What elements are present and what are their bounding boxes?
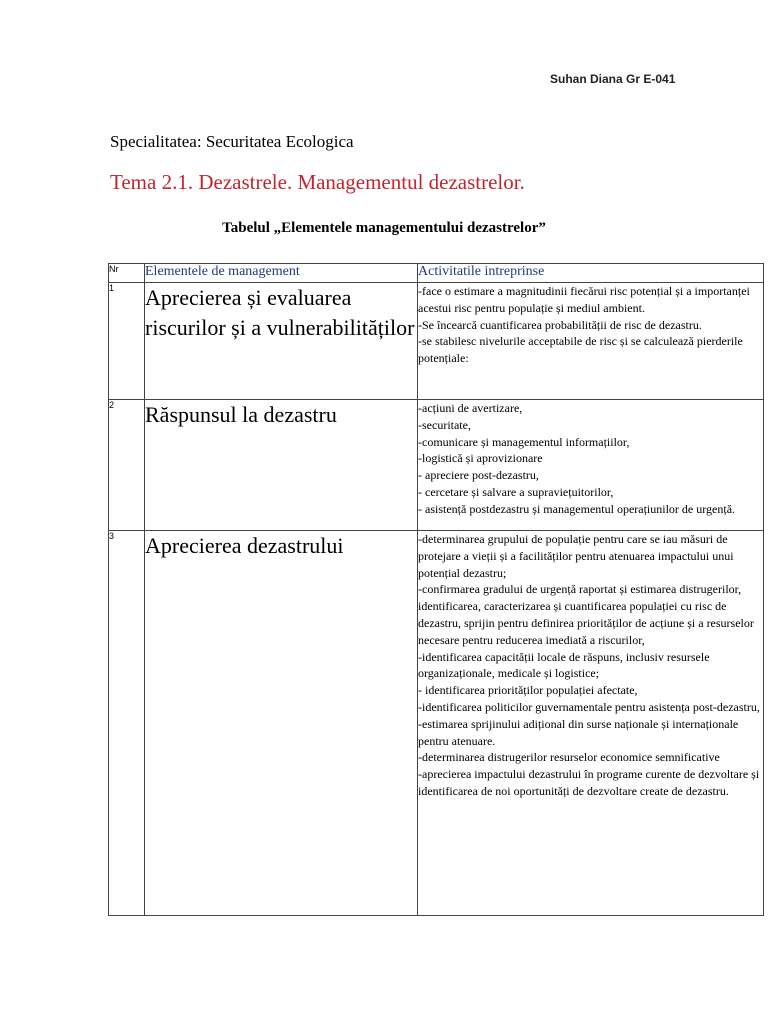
activity-item: -acțiuni de avertizare,: [418, 401, 523, 415]
table-row: [109, 283, 764, 400]
activity-item: -determinarea grupului de populație pentru care se iau măsuri de protejare a vieții și a facilităților pentru atenuarea impactului unui potențial dezastru;: [418, 532, 734, 580]
header-element: Elementele de management: [145, 264, 418, 283]
row-number: 2: [109, 400, 145, 531]
topic-title: Tema 2.1. Dezastrele. Managementul dezastrelor.: [110, 170, 525, 194]
row-element: Răspunsul la dezastru: [145, 400, 418, 531]
activity-item: - identificarea priorităților populației afectate,: [418, 683, 638, 698]
activity-item: -confirmarea gradului de urgență raportat și estimarea distrugerilor, identificarea, caracterizarea și cuantificarea populației cu risc de dezastru, sprijin pentru definirea priorităților de acțiune și a resurselor necesare pentru reducerea imediată a riscurilor,: [418, 582, 754, 647]
activity-item: -se stabilesc nivelurile acceptabile de risc și se calculează pierderile potențiale:: [418, 334, 743, 366]
table-title: Tabelul „Elementele managementului dezastrelor”: [222, 220, 546, 236]
management-table: [108, 263, 764, 916]
row-element: Aprecierea și evaluarea riscurilor și a vulnerabilităților: [145, 283, 418, 400]
activity-item: -Se încearcă cuantificarea probabilității de risc de dezastru.: [418, 317, 702, 332]
activity-item: -aprecierea impactului dezastrului în programe curente de dezvoltare și identificarea de noi oportunități de dezvoltare create de dezastru.: [418, 767, 760, 798]
activity-item: -estimarea sprijinului adițional din surse naționale și internaționale pentru atenuare.: [418, 716, 739, 748]
activity-item: -comunicare și managementul informațiilor,: [418, 434, 630, 449]
header-activities: Activitatile intreprinse: [418, 264, 764, 283]
author-name: Suhan Diana Gr E-041: [550, 72, 676, 86]
activity-item: -logistică și aprovizionare: [418, 451, 543, 466]
activity-item: - apreciere post-dezastru,: [418, 468, 539, 483]
row-element: Aprecierea dezastrului: [145, 531, 418, 916]
row-activities: [418, 283, 764, 400]
activity-item: -securitate,: [418, 417, 471, 432]
header-nr: Nr: [109, 264, 145, 283]
table-row: [109, 400, 764, 531]
activity-item: -identificarea capacității locale de răspuns, inclusiv resursele organizaționale, medicale și logistice;: [418, 649, 710, 681]
activity-item: - asistență postdezastru și managementul operațiunilor de urgență.: [418, 501, 736, 516]
table-header-row: [109, 264, 764, 283]
activity-item: -determinarea distrugerilor resurselor economice semnificative: [418, 750, 720, 765]
activity-item: -identificarea politicilor guvernamentale pentru asistența post-dezastru,: [418, 699, 760, 714]
table-row: [109, 531, 764, 916]
row-number: 1: [109, 283, 145, 400]
row-activities: [418, 400, 764, 531]
activity-item: - cercetare și salvare a supraviețuitorilor,: [418, 484, 614, 499]
row-activities: [418, 531, 764, 916]
row-number: 3: [109, 531, 145, 916]
activity-item: -face o estimare a magnitudinii fiecărui risc potențial și a importanței acestui risc pentru populație și mediul ambient.: [418, 284, 750, 315]
specialty-line: Specialitatea: Securitatea Ecologica: [110, 132, 354, 151]
